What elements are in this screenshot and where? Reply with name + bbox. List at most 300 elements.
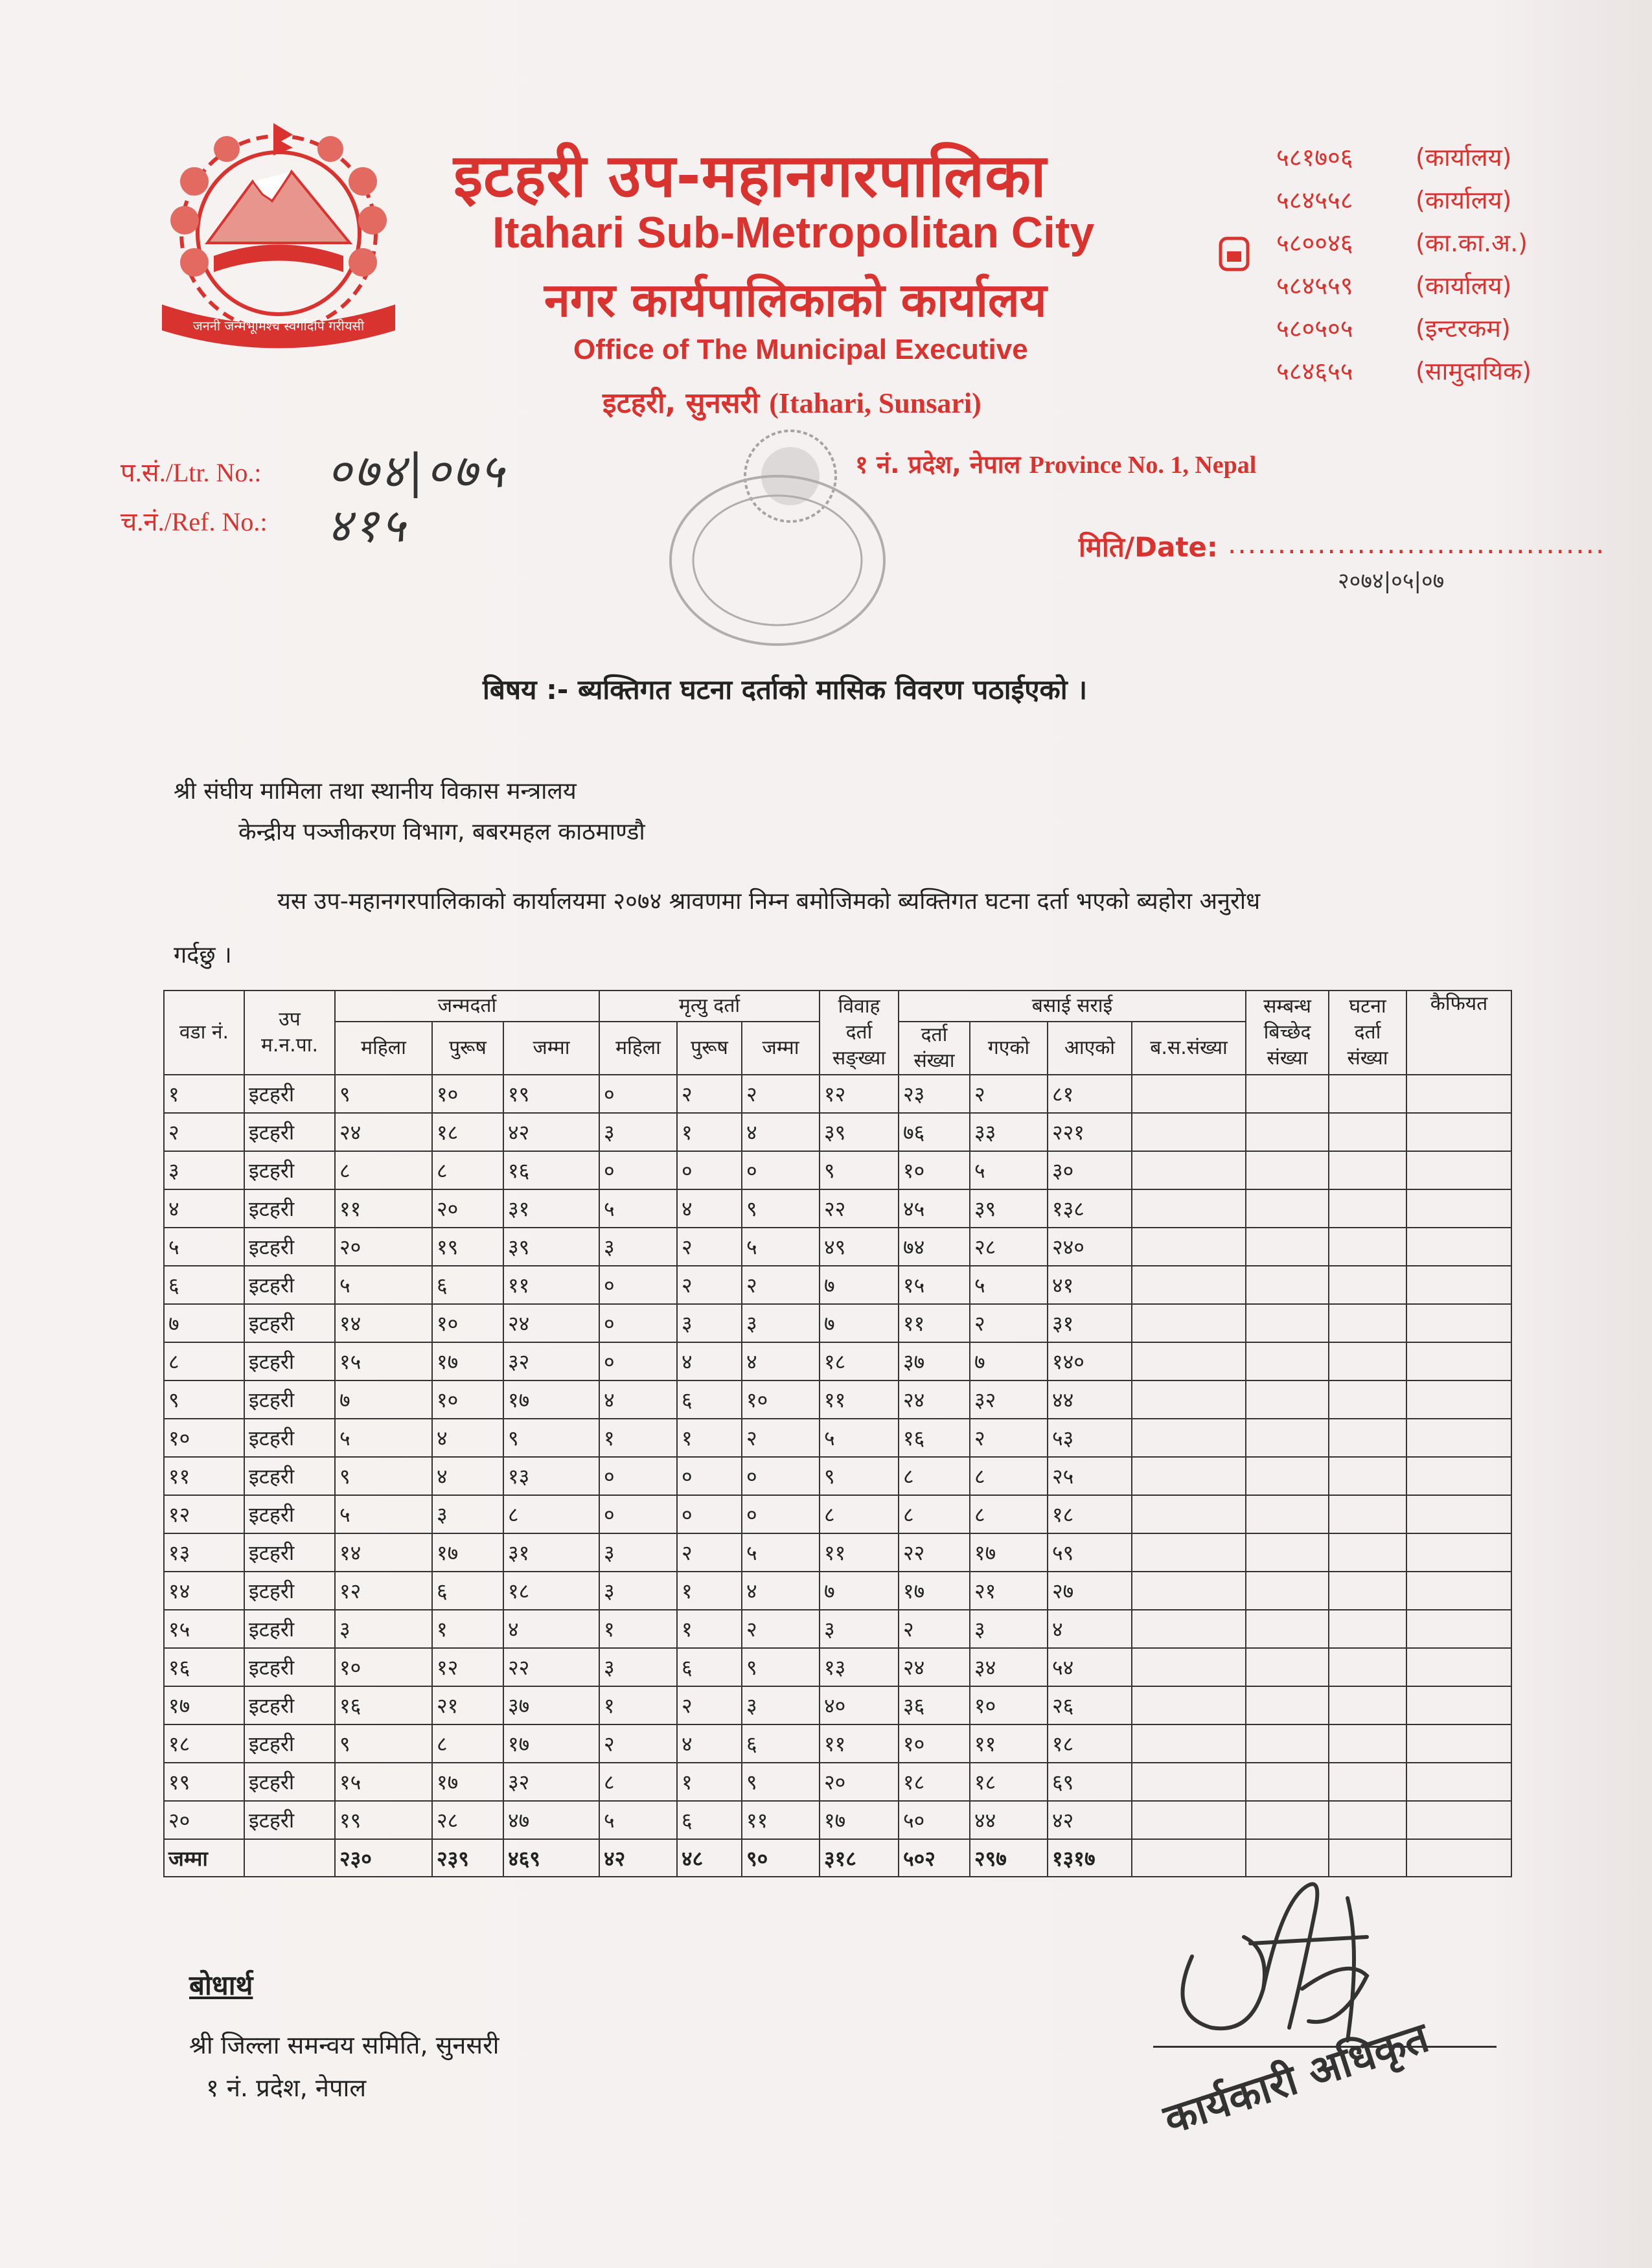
table-cell: १६ (899, 1419, 970, 1457)
table-cell: १० (432, 1380, 503, 1419)
table-cell-empty (1246, 1533, 1329, 1572)
table-cell: २ (970, 1304, 1048, 1342)
table-cell-empty (1329, 1801, 1406, 1839)
table-row (164, 1495, 1511, 1533)
table-row (164, 1113, 1511, 1151)
table-cell: ४ (677, 1724, 742, 1763)
table-cell: १९ (432, 1228, 503, 1266)
table-cell: ९ (820, 1457, 899, 1495)
table-cell: ४ (1048, 1610, 1132, 1648)
table-cell: ३९ (820, 1113, 899, 1151)
table-cell: ४ (599, 1380, 677, 1419)
table-cell-empty (1132, 1572, 1246, 1610)
table-cell-empty (1406, 1419, 1511, 1457)
table-cell: ३० (1048, 1151, 1132, 1189)
table-cell-empty (1132, 1610, 1246, 1648)
table-cell-empty (1132, 1189, 1246, 1228)
table-cell: १७ (432, 1342, 503, 1380)
table-cell: ५ (164, 1228, 244, 1266)
table-cell-empty (1406, 1380, 1511, 1419)
table-cell-empty (1246, 1724, 1329, 1763)
table-cell: ११ (899, 1304, 970, 1342)
table-cell: ११ (335, 1189, 432, 1228)
table-cell-empty (1132, 1495, 1246, 1533)
table-cell-empty (1246, 1266, 1329, 1304)
table-cell: ६ (677, 1801, 742, 1839)
table-cell-empty (1406, 1724, 1511, 1763)
table-cell: २ (677, 1266, 742, 1304)
table-cell-empty (1406, 1533, 1511, 1572)
table-cell: १७ (503, 1724, 599, 1763)
header-municipality: उप म.न.पा. (244, 991, 335, 1075)
table-cell: १ (677, 1763, 742, 1801)
table-cell: ७ (335, 1380, 432, 1419)
header-birth-male: पुरूष (432, 1022, 503, 1075)
table-cell: १६ (164, 1648, 244, 1686)
table-cell: ३३ (970, 1113, 1048, 1151)
table-cell: ७ (970, 1342, 1048, 1380)
table-cell: १० (335, 1648, 432, 1686)
table-cell: १५ (899, 1266, 970, 1304)
table-cell-empty (1246, 1801, 1329, 1839)
table-cell-empty (1329, 1495, 1406, 1533)
table-cell: १८ (899, 1763, 970, 1801)
table-cell: ८ (970, 1495, 1048, 1533)
phone-number: ५८०५०५ (1276, 314, 1353, 343)
header-migration-gone: गएको (970, 1022, 1048, 1075)
table-cell: २४० (1048, 1228, 1132, 1266)
table-cell: १२ (432, 1648, 503, 1686)
table-cell-empty (1329, 1457, 1406, 1495)
table-cell: ३९ (970, 1189, 1048, 1228)
table-cell: ० (677, 1457, 742, 1495)
table-cell-empty (1329, 1648, 1406, 1686)
header-death-total: जम्मा (742, 1022, 820, 1075)
table-cell: ३२ (503, 1342, 599, 1380)
table-cell-empty (1132, 1266, 1246, 1304)
header-birth-total: जम्मा (503, 1022, 599, 1075)
total-cell-empty (244, 1839, 335, 1877)
table-cell: १० (742, 1380, 820, 1419)
table-row (164, 1686, 1511, 1724)
table-cell: १८ (1048, 1724, 1132, 1763)
table-cell: ४९ (820, 1228, 899, 1266)
table-cell: १६ (335, 1686, 432, 1724)
letter-number-value: ०७४|०७५ (327, 444, 507, 498)
header-migration-came: आएको (1048, 1022, 1132, 1075)
table-cell: ० (599, 1457, 677, 1495)
emblem-motto: जननी जन्मभूमिश्च स्वर्गादपि गरीयसी (192, 318, 365, 334)
table-cell-empty (1246, 1572, 1329, 1610)
table-cell: २४ (335, 1113, 432, 1151)
table-cell: ४ (677, 1189, 742, 1228)
header-birth-female: महिला (335, 1022, 432, 1075)
table-cell-empty (1132, 1686, 1246, 1724)
table-cell-empty (1246, 1342, 1329, 1380)
table-cell: २८ (970, 1228, 1048, 1266)
table-row (164, 1533, 1511, 1572)
table-cell: ४२ (503, 1113, 599, 1151)
office-name-english: Office of The Municipal Executive (573, 334, 1028, 365)
table-cell: ३ (599, 1533, 677, 1572)
header-death-male: पुरूष (677, 1022, 742, 1075)
table-cell: ५३ (1048, 1419, 1132, 1457)
table-cell: ८१ (1048, 1075, 1132, 1113)
table-row (164, 1610, 1511, 1648)
table-cell: २ (970, 1419, 1048, 1457)
table-cell-empty (1329, 1763, 1406, 1801)
table-body (164, 1075, 1511, 1839)
table-row (164, 1763, 1511, 1801)
table-cell-empty (1132, 1419, 1246, 1457)
table-cell: ३२ (970, 1380, 1048, 1419)
table-cell-empty (1406, 1572, 1511, 1610)
table-cell: ९ (742, 1763, 820, 1801)
phone-number: ५८४५५८ (1276, 186, 1353, 214)
table-row (164, 1266, 1511, 1304)
table-row (164, 1572, 1511, 1610)
table-cell: १८ (970, 1763, 1048, 1801)
table-cell: ३१ (503, 1533, 599, 1572)
table-cell: ० (677, 1151, 742, 1189)
table-cell: २ (970, 1075, 1048, 1113)
table-cell: १२ (820, 1075, 899, 1113)
province-nepali: १ नं. प्रदेश, नेपाल (855, 450, 1021, 479)
phone-number: ५८१७०६ (1276, 143, 1353, 172)
table-cell-empty (1246, 1495, 1329, 1533)
table-cell: इटहरी (244, 1724, 335, 1763)
table-cell: इटहरी (244, 1151, 335, 1189)
total-cell: २३० (335, 1839, 432, 1877)
table-cell: १७ (899, 1572, 970, 1610)
phone-entry (1276, 222, 1532, 264)
table-cell: ११ (820, 1724, 899, 1763)
table-row (164, 1419, 1511, 1457)
table-cell: २६ (1048, 1686, 1132, 1724)
table-cell: ८ (164, 1342, 244, 1380)
phone-label: (सामुदायिक) (1416, 357, 1532, 385)
table-cell: ४ (503, 1610, 599, 1648)
table-cell: ४४ (1048, 1380, 1132, 1419)
table-cell: १८ (820, 1342, 899, 1380)
table-cell: ७ (164, 1304, 244, 1342)
phone-entry (1276, 179, 1532, 222)
table-cell: १४ (335, 1533, 432, 1572)
province-line (855, 447, 1256, 481)
phone-number: ५८००४६ (1276, 229, 1353, 257)
letter-body-line-1: यस उप-महानगरपालिकाको कार्यालयमा २०७४ श्रावणमा निम्न बमोजिमको ब्यक्तिगत घटना दर्ता भएको ब्यहोरा अनुरोध (277, 888, 1261, 915)
table-cell: ३ (599, 1572, 677, 1610)
table-cell: १ (599, 1610, 677, 1648)
table-row (164, 1189, 1511, 1228)
table-cell: १० (432, 1075, 503, 1113)
table-cell: ११ (820, 1533, 899, 1572)
total-cell: ४८ (677, 1839, 742, 1877)
table-cell: ० (599, 1266, 677, 1304)
table-cell-empty (1329, 1113, 1406, 1151)
reference-number-label: च.नं./Ref. No.: (120, 507, 268, 536)
table-cell: १२ (335, 1572, 432, 1610)
table-cell-empty (1329, 1686, 1406, 1724)
table-cell: इटहरी (244, 1266, 335, 1304)
table-cell-empty (1246, 1304, 1329, 1342)
phone-entry (1276, 264, 1532, 307)
table-cell: ४४ (970, 1801, 1048, 1839)
table-cell: ९ (164, 1380, 244, 1419)
table-cell: १० (970, 1686, 1048, 1724)
table-cell: ६ (432, 1572, 503, 1610)
date-label: मिति/Date: (1079, 531, 1218, 563)
table-cell: ४० (820, 1686, 899, 1724)
table-cell: ८ (335, 1151, 432, 1189)
table-cell: ४ (742, 1342, 820, 1380)
table-row (164, 1648, 1511, 1686)
table-cell-empty (1132, 1763, 1246, 1801)
table-cell: १४ (335, 1304, 432, 1342)
table-cell-empty (1132, 1151, 1246, 1189)
table-cell: ४ (432, 1457, 503, 1495)
table-cell: ७ (820, 1572, 899, 1610)
table-cell: २ (677, 1686, 742, 1724)
table-row (164, 1075, 1511, 1113)
table-cell: १४ (164, 1572, 244, 1610)
total-cell: ४६९ (503, 1839, 599, 1877)
table-cell: ५ (335, 1495, 432, 1533)
table-row (164, 1380, 1511, 1419)
table-cell: २२ (820, 1189, 899, 1228)
table-cell: इटहरी (244, 1533, 335, 1572)
table-cell-empty (1406, 1457, 1511, 1495)
table-cell: ३ (432, 1495, 503, 1533)
phone-entry (1276, 307, 1532, 350)
letter-subject: बिषय :- ब्यक्तिगत घटना दर्ताको मासिक विवरण पठाईएको । (483, 674, 1088, 705)
table-cell: इटहरी (244, 1457, 335, 1495)
table-cell: इटहरी (244, 1686, 335, 1724)
table-cell: ० (742, 1495, 820, 1533)
table-cell: ८ (599, 1763, 677, 1801)
table-cell: २८ (432, 1801, 503, 1839)
table-cell: १० (899, 1724, 970, 1763)
table-cell: ३७ (503, 1686, 599, 1724)
table-cell: ३६ (899, 1686, 970, 1724)
date-value: २०७४|०५|०७ (1338, 568, 1445, 594)
table-cell-empty (1329, 1342, 1406, 1380)
table-cell: १८ (432, 1113, 503, 1151)
table-cell: ४७ (503, 1801, 599, 1839)
table-cell: इटहरी (244, 1419, 335, 1457)
table-cell: ३७ (899, 1342, 970, 1380)
monthly-registration-table (163, 990, 1512, 1877)
table-cell: ५ (820, 1419, 899, 1457)
phone-entry (1276, 136, 1532, 179)
table-cell: ४१ (1048, 1266, 1132, 1304)
table-cell: इटहरी (244, 1610, 335, 1648)
table-cell: २ (742, 1610, 820, 1648)
table-cell-empty (1132, 1113, 1246, 1151)
table-row (164, 1304, 1511, 1342)
table-cell: ५ (335, 1266, 432, 1304)
table-cell-empty (1406, 1113, 1511, 1151)
table-cell: ८ (899, 1457, 970, 1495)
table-cell-empty (1246, 1610, 1329, 1648)
table-cell: १३ (820, 1648, 899, 1686)
table-cell: २ (677, 1075, 742, 1113)
table-cell: १३ (164, 1533, 244, 1572)
table-cell: इटहरी (244, 1113, 335, 1151)
table-cell-empty (1406, 1610, 1511, 1648)
table-cell: २० (432, 1189, 503, 1228)
table-cell: ५ (742, 1533, 820, 1572)
table-cell: ९ (742, 1648, 820, 1686)
header-death-female: महिला (599, 1022, 677, 1075)
cc-line-2: १ नं. प्रदेश, नेपाल (206, 2074, 367, 2102)
table-cell: ५ (970, 1151, 1048, 1189)
table-cell: २० (164, 1801, 244, 1839)
table-cell: ७४ (899, 1228, 970, 1266)
table-cell: २७ (1048, 1572, 1132, 1610)
table-cell-empty (1329, 1304, 1406, 1342)
table-cell: ९ (742, 1189, 820, 1228)
table-cell-empty (1132, 1648, 1246, 1686)
table-cell: १३८ (1048, 1189, 1132, 1228)
table-cell: ४५ (899, 1189, 970, 1228)
table-cell: इटहरी (244, 1380, 335, 1419)
header-ward: वडा नं. (164, 991, 244, 1075)
table-cell: ७ (820, 1266, 899, 1304)
table-cell-empty (1246, 1151, 1329, 1189)
table-cell: ८ (899, 1495, 970, 1533)
table-cell: ० (599, 1342, 677, 1380)
letter-body-line-2: गर्दछु । (174, 942, 232, 968)
table-cell: २४ (503, 1304, 599, 1342)
table-cell: ५ (335, 1419, 432, 1457)
table-row (164, 1801, 1511, 1839)
table-cell: ३९ (503, 1228, 599, 1266)
table-cell: ५ (742, 1228, 820, 1266)
table-cell: २४ (899, 1648, 970, 1686)
table-cell: १७ (432, 1533, 503, 1572)
phone-number: ५८४५५९ (1276, 271, 1353, 300)
table-cell: ९ (335, 1457, 432, 1495)
table-cell: ६ (677, 1380, 742, 1419)
letter-number-label: प.सं./Ltr. No.: (120, 458, 262, 487)
table-cell: १७ (432, 1763, 503, 1801)
table-cell-empty (1406, 1075, 1511, 1113)
officer-title-stamp: कार्यकारी अधिकृत (1158, 2013, 1435, 2144)
header-remarks: कैफियत (1406, 991, 1511, 1075)
table-cell-empty (1329, 1075, 1406, 1113)
table-cell-empty (1246, 1686, 1329, 1724)
table-cell: १३ (503, 1457, 599, 1495)
telephone-icon (1218, 235, 1250, 273)
table-cell: इटहरी (244, 1304, 335, 1342)
table-cell-empty (1132, 1380, 1246, 1419)
office-round-stamp (641, 398, 913, 658)
table-cell-empty (1329, 1151, 1406, 1189)
total-cell: २३९ (432, 1839, 503, 1877)
table-cell-empty (1246, 1228, 1329, 1266)
header-migration: बसाई सराई (899, 991, 1246, 1022)
total-cell: ४२ (599, 1839, 677, 1877)
municipality-title-nepali: इटहरी उप-महानगरपालिका (453, 141, 1047, 211)
table-cell: १९ (335, 1801, 432, 1839)
table-cell: १७ (503, 1380, 599, 1419)
total-label: जम्मा (164, 1839, 244, 1877)
table-cell-empty (1329, 1228, 1406, 1266)
table-row (164, 1228, 1511, 1266)
table-cell: ४ (742, 1113, 820, 1151)
table-cell: ३४ (970, 1648, 1048, 1686)
table-cell-empty (1406, 1189, 1511, 1228)
table-cell: इटहरी (244, 1342, 335, 1380)
table-cell: १० (164, 1419, 244, 1457)
table-cell-empty (1406, 1304, 1511, 1342)
recipient-line-1: श्री संघीय मामिला तथा स्थानीय विकास मन्त्रालय (174, 778, 577, 805)
nepal-emblem-logo (123, 110, 434, 356)
table-cell: २ (742, 1419, 820, 1457)
table-cell: ५९ (1048, 1533, 1132, 1572)
phone-list (1276, 136, 1532, 393)
table-cell-empty (1246, 1075, 1329, 1113)
table-cell: १७ (820, 1801, 899, 1839)
table-cell-empty (1132, 1342, 1246, 1380)
table-cell: १ (599, 1686, 677, 1724)
cc-heading: बोधार्थ (189, 1969, 253, 2001)
total-cell: २९७ (970, 1839, 1048, 1877)
date-dotted-line: ...................................... (1228, 528, 1606, 560)
table-cell: ६ (677, 1648, 742, 1686)
phone-label: (कार्यालय) (1416, 143, 1512, 172)
table-cell-empty (1329, 1724, 1406, 1763)
table-cell: ८ (503, 1495, 599, 1533)
table-cell: ८ (432, 1724, 503, 1763)
location-english: (Itahari, Sunsari) (769, 387, 981, 419)
table-cell: ९ (820, 1151, 899, 1189)
table-cell: ३१ (503, 1189, 599, 1228)
table-cell-empty (1406, 1342, 1511, 1380)
cc-line-1: श्री जिल्ला समन्वय समिति, सुनसरी (189, 2031, 499, 2059)
province-english: Province No. 1, Nepal (1029, 452, 1257, 479)
table-cell: १ (677, 1572, 742, 1610)
table-cell-empty (1329, 1266, 1406, 1304)
table-cell-empty (1246, 1380, 1329, 1419)
table-cell: १९ (503, 1075, 599, 1113)
table-cell: ३ (742, 1304, 820, 1342)
table-row (164, 1151, 1511, 1189)
table-cell-empty (1329, 1533, 1406, 1572)
table-cell: १४० (1048, 1342, 1132, 1380)
table-cell: इटहरी (244, 1228, 335, 1266)
total-cell: १३१७ (1048, 1839, 1132, 1877)
table-cell-empty (1329, 1380, 1406, 1419)
table-cell: इटहरी (244, 1572, 335, 1610)
phone-label: (कार्यालय) (1416, 271, 1512, 300)
table-cell-empty (1406, 1801, 1511, 1839)
table-cell-empty (1246, 1419, 1329, 1457)
table-cell: ६ (432, 1266, 503, 1304)
table-cell: १७ (164, 1686, 244, 1724)
table-cell: २१ (970, 1572, 1048, 1610)
table-cell: ३ (742, 1686, 820, 1724)
table-cell: ११ (970, 1724, 1048, 1763)
table-cell: ८ (820, 1495, 899, 1533)
table-cell: २ (677, 1228, 742, 1266)
table-cell: ० (742, 1151, 820, 1189)
table-cell: २३ (899, 1075, 970, 1113)
table-cell: ६ (164, 1266, 244, 1304)
table-cell: ० (742, 1457, 820, 1495)
table-cell-empty (1406, 1266, 1511, 1304)
